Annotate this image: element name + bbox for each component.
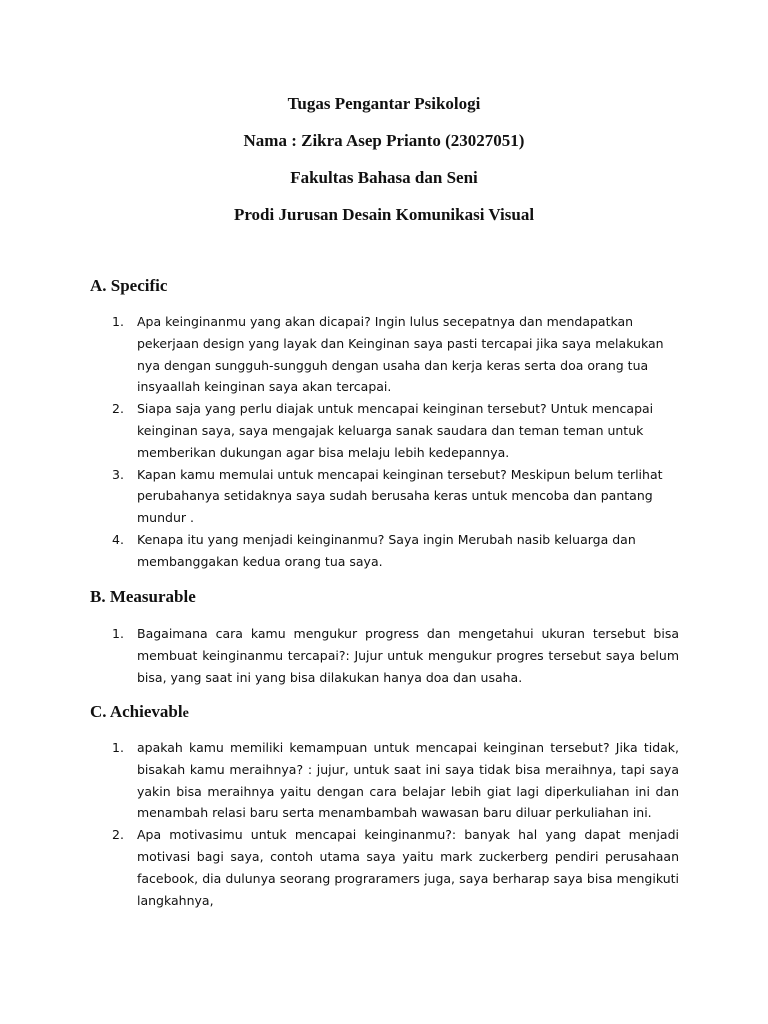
measurable-list: [0, 623, 679, 688]
faculty-name: Fakultas Bahasa dan Seni: [290, 168, 478, 187]
item-number: 1.: [112, 314, 124, 329]
item-number: 3.: [112, 466, 124, 482]
item-number: 2.: [112, 827, 124, 843]
achievable-list: [0, 737, 679, 911]
list-item: [0, 398, 679, 463]
item-number: 1.: [112, 626, 124, 641]
item-number: 1.: [112, 740, 124, 755]
section-heading-measurable: B. Measurable: [90, 587, 196, 606]
section-heading-specific: A. Specific: [90, 276, 168, 295]
heading-tail: e: [182, 706, 189, 721]
program-name: Prodi Jurusan Desain Komunikasi Visual: [233, 205, 535, 224]
list-item: [0, 311, 679, 398]
list-item: [0, 529, 679, 573]
student-name: Nama : Zikra Asep Prianto (23027051): [243, 131, 525, 150]
list-item: [0, 464, 679, 529]
item-number: 4.: [112, 531, 124, 547]
item-text: Siapa saja yang perlu diajak untuk mencapai keinginan tersebut? Untuk mencapai keinginan saya, saya mengajak keluarga sanak saudara dan teman teman untuk memberikan dukungan agar bisa melaju lebih kedepannya.: [137, 401, 654, 460]
item-text: Bagaimana cara kamu mengukur progress dan mengetahui ukuran tersebut bisa membuat keinginanmu tercapai?: Jujur untuk mengukur progres tersebut saya belum bisa, yang saat ini yang bisa dilakukan hanya doa dan usaha.: [137, 626, 679, 685]
title-assignment: Tugas Pengantar Psikologi: [287, 94, 481, 113]
item-text: Apa keinginanmu yang akan dicapai? Ingin lulus secepatnya dan mendapatkan pekerjaan design yang layak dan Keinginan saya pasti tercapai jika saya melakukan nya dengan sungguh-sungguh dengan usaha dan kerja keras serta doa orang tua insyaallah keinginan saya akan tercapai.: [137, 314, 664, 395]
list-item: [0, 824, 679, 911]
heading-main: C. Achievabl: [90, 702, 183, 721]
section-heading-achievable: [90, 702, 189, 724]
item-text: apakah kamu memiliki kemampuan untuk mencapai keinginan tersebut? Jika tidak, bisakah kamu meraihnya? : jujur, untuk saat ini saya tidak bisa meraihnya, tapi saya yakin bisa meraihnya yaitu dengan cara belajar lebih giat lagi diperkuliahan ini dan menambah relasi baru serta menambambah wawasan baru diluar perkuliahan ini.: [137, 740, 679, 821]
list-item: [0, 737, 679, 824]
list-item: [0, 623, 679, 688]
item-text: Kapan kamu memulai untuk mencapai keinginan tersebut? Meskipun belum terlihat perubahanya setidaknya saya sudah berusaha keras untuk mencoba dan pantang mundur .: [137, 466, 663, 526]
specific-list: [0, 311, 679, 573]
item-text: Apa motivasimu untuk mencapai keinginanmu?: banyak hal yang dapat menjadi motivasi bagi saya, contoh utama saya yaitu mark zuckerberg pendiri perusahaan facebook, dia dulunya seorang prograramers juga, saya berharap saya bisa mengikuti langkahnya,: [137, 827, 679, 908]
item-text: Kenapa itu yang menjadi keinginanmu? Saya ingin Merubah nasib keluarga dan membanggakan kedua orang tua saya.: [137, 531, 636, 569]
item-number: 2.: [112, 401, 124, 417]
